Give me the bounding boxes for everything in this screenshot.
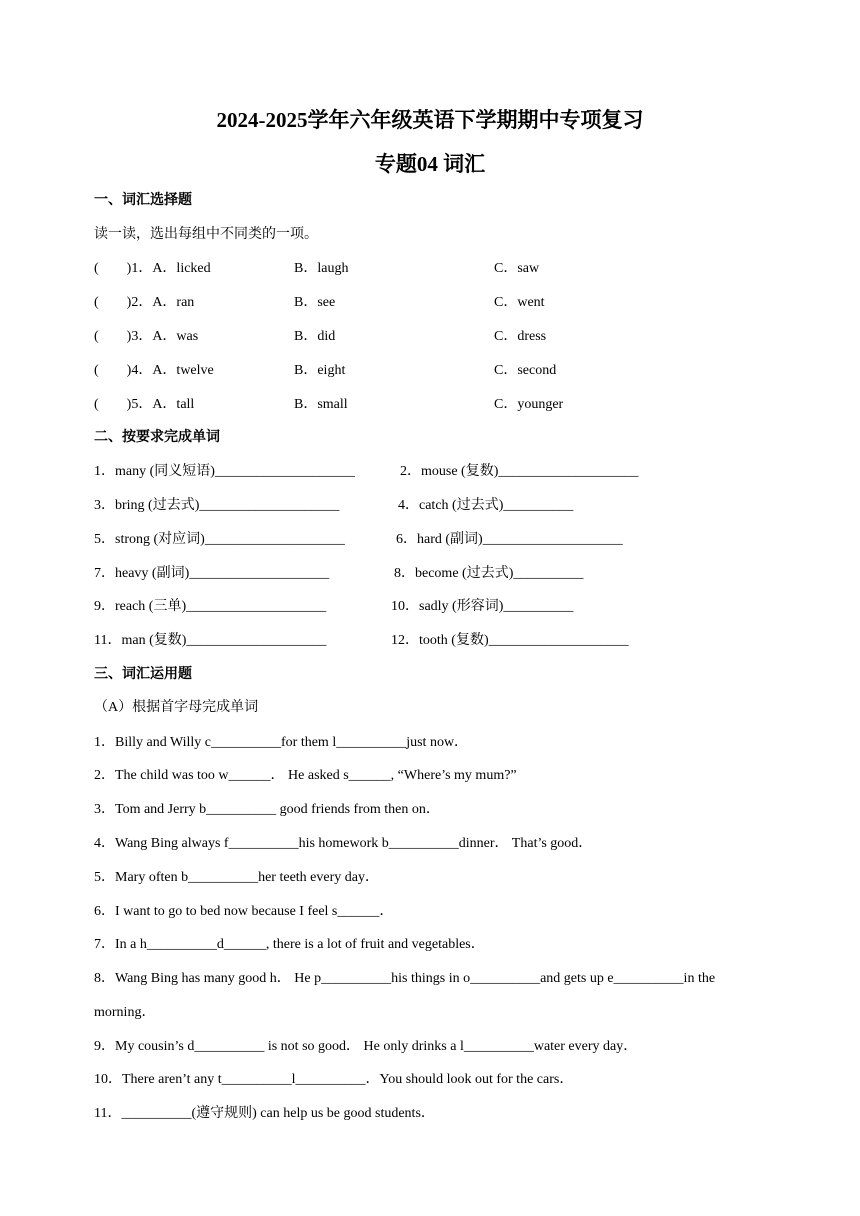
option-b: B．laugh <box>294 261 349 276</box>
page-title: 2024-2025学年六年级英语下学期期中专项复习 <box>216 108 644 132</box>
option-c: C．saw <box>494 261 540 276</box>
section2-heading: 二、按要求完成单词 <box>94 430 220 445</box>
question-number-option-a: ( )1．A．licked <box>94 261 211 276</box>
option-c: C．younger <box>494 397 564 412</box>
fill-item: 12．tooth (复数)____________________ <box>391 633 629 648</box>
question-number-option-a: ( )5．A．tall <box>94 397 195 412</box>
fill-item: 11．man (复数)____________________ <box>94 633 327 648</box>
fill-item: 4．catch (过去式)__________ <box>398 498 574 513</box>
fill-item: 7．heavy (副词)____________________ <box>94 566 330 581</box>
section1-instruction: 读一读，选出每组中不同类的一项。 <box>94 227 318 242</box>
sentence-line: 1．Billy and Willy c__________for them l__________just now． <box>94 735 469 750</box>
sentence-line: 9．My cousin’s d__________ is not so good． He only drinks a l__________water every day． <box>94 1039 638 1054</box>
fill-item: 5．strong (对应词)____________________ <box>94 532 345 547</box>
question-number-option-a: ( )2．A．ran <box>94 295 195 310</box>
sentence-line: 7．In a h__________d______, there is a lot of fruit and vegetables． <box>94 937 485 952</box>
option-b: B．see <box>294 295 336 310</box>
section3-heading: 三、词汇运用题 <box>94 667 192 682</box>
fill-item: 10．sadly (形容词)__________ <box>391 599 574 614</box>
option-c: C．dress <box>494 329 547 344</box>
sentence-line: 5．Mary often b__________her teeth every day． <box>94 870 379 885</box>
option-b: B．small <box>294 397 348 412</box>
sentence-line: 2．The child was too w______． He asked s______, “Where’s my mum?” <box>94 768 517 783</box>
fill-item: 2．mouse (复数)____________________ <box>400 464 639 479</box>
fill-item: 1．many (同义短语)____________________ <box>94 464 355 479</box>
page-subtitle: 专题04 词汇 <box>374 152 486 176</box>
option-b: B．did <box>294 329 336 344</box>
fill-item: 3．bring (过去式)____________________ <box>94 498 340 513</box>
fill-item: 9．reach (三单)____________________ <box>94 599 327 614</box>
section1-heading: 一、词汇选择题 <box>94 193 192 208</box>
fill-item: 6．hard (副词)____________________ <box>396 532 623 547</box>
section3-subheading: （A）根据首字母完成单词 <box>94 700 259 715</box>
sentence-line-continuation: morning． <box>94 1005 156 1020</box>
fill-item: 8．become (过去式)__________ <box>394 566 584 581</box>
sentence-line: 8．Wang Bing has many good h． He p__________his things in o__________and gets up e__________in the <box>94 971 716 986</box>
sentence-line: 10．There aren’t any t__________l__________．You should look out for the cars． <box>94 1072 574 1087</box>
question-number-option-a: ( )4．A．twelve <box>94 363 214 378</box>
option-c: C．second <box>494 363 557 378</box>
sentence-line: 4．Wang Bing always f__________his homework b__________dinner． That’s good． <box>94 836 593 851</box>
option-b: B．eight <box>294 363 346 378</box>
sentence-line: 11．__________(遵守规则) can help us be good students． <box>94 1106 435 1121</box>
sentence-line: 3．Tom and Jerry b__________ good friends from then on． <box>94 802 440 817</box>
sentence-line: 6．I want to go to bed now because I feel s______． <box>94 904 394 919</box>
question-number-option-a: ( )3．A．was <box>94 329 199 344</box>
option-c: C．went <box>494 295 545 310</box>
